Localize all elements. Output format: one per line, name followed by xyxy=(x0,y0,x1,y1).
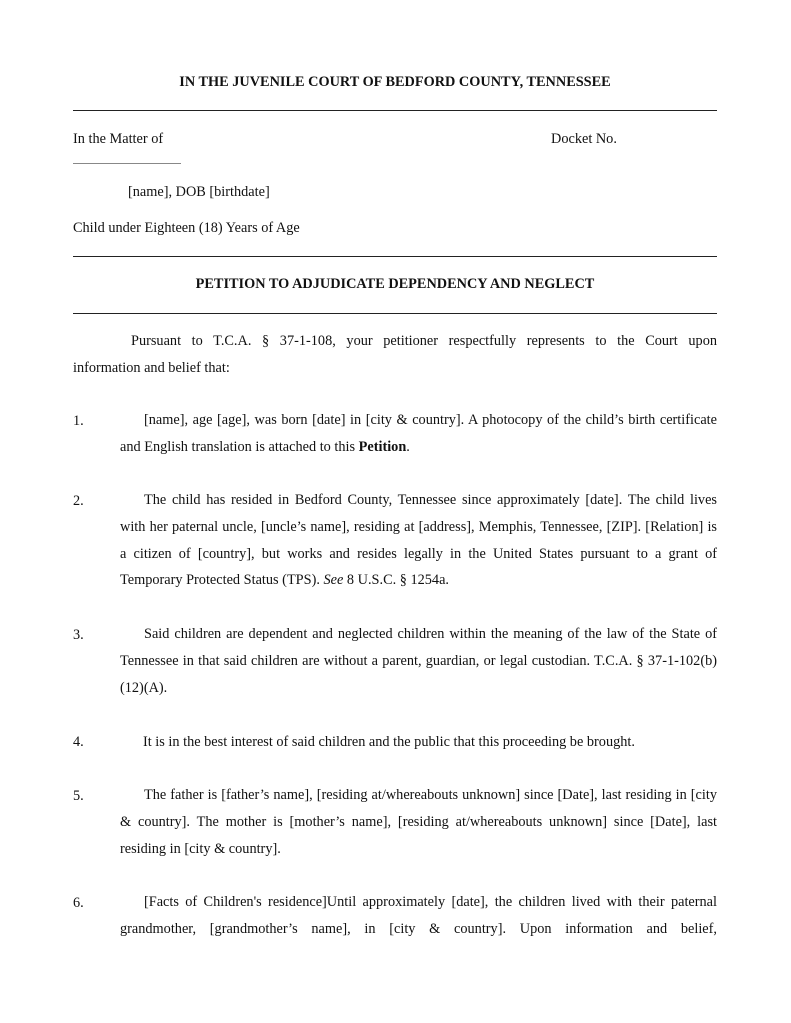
paragraph-1-text: [name], age [age], was born [date] in [city & country]. A photocopy of the child’s birth certificate and English translation is attached to this xyxy=(120,412,717,455)
paragraph-6-text: [Facts of Children's residence]Until approximately [date], the children lived with their paternal grandmother, [grandmother’s name], in [city & country]. Upon information and belief, xyxy=(120,894,717,937)
paragraph-3-number: 3. xyxy=(73,627,84,643)
paragraph-4-text: It is in the best interest of said children and the public that this proceeding be brought. xyxy=(143,734,635,750)
paragraph-5-number: 5. xyxy=(73,788,84,804)
intro-line-2: information and belief that: xyxy=(73,360,230,376)
child-age-line: Child under Eighteen (18) Years of Age xyxy=(73,220,300,236)
header-rule xyxy=(73,110,717,111)
paragraph-2 xyxy=(120,487,717,594)
paragraph-6-number: 6. xyxy=(73,895,84,911)
paragraph-5 xyxy=(120,782,717,862)
matter-underline xyxy=(73,163,181,164)
matter-label: In the Matter of xyxy=(73,131,164,147)
docket-label: Docket No. xyxy=(551,131,617,147)
paragraph-1-number: 1. xyxy=(73,413,84,429)
paragraph-1-end: . xyxy=(406,438,410,455)
paragraph-6 xyxy=(120,889,717,943)
paragraph-5-text: The father is [father’s name], [residing at/whereabouts unknown] since [Date], last residing in [city & country]. The mother is [mother’s name], [residing at/whereabouts unknown] since [Date], last residing in [city & country]. xyxy=(120,787,717,857)
paragraph-2-italic: See xyxy=(323,572,344,589)
child-name-line: [name], DOB [birthdate] xyxy=(128,184,270,200)
paragraph-4-number: 4. xyxy=(73,734,84,750)
court-title: IN THE JUVENILE COURT OF BEDFORD COUNTY, TENNESSEE xyxy=(179,74,611,90)
paragraph-2-end: 8 U.S.C. § 1254a. xyxy=(343,572,449,589)
paragraph-3-text: Said children are dependent and neglected children within the meaning of the law of the State of Tennessee in that said children are without a parent, guardian, or legal custodian. T.C.A. § 37-1-102(b)(12)(A). xyxy=(120,626,717,696)
intro-line-1: Pursuant to T.C.A. § 37-1-108, your petitioner respectfully represents to the Court upon xyxy=(131,333,717,349)
paragraph-1-bold: Petition xyxy=(358,438,407,455)
paragraph-3 xyxy=(120,621,717,701)
paragraph-2-text: The child has resided in Bedford County, Tennessee since approximately [date]. The child lives with her paternal uncle, [uncle’s name], residing at [address], Memphis, Tennessee, [ZIP]. [Relation] is a citizen of [country], but works and resides legally in the United States pursuant to a grant of Temporary Protected Status (TPS). xyxy=(120,492,717,589)
petition-title: PETITION TO ADJUDICATE DEPENDENCY AND NEGLECT xyxy=(195,276,595,292)
title-rule xyxy=(73,313,717,314)
caption-rule xyxy=(73,256,717,257)
paragraph-1 xyxy=(120,407,717,461)
paragraph-2-number: 2. xyxy=(73,493,84,509)
